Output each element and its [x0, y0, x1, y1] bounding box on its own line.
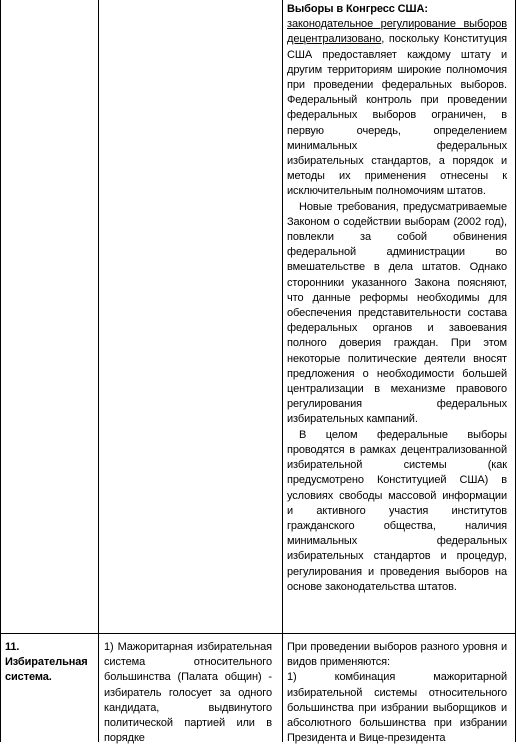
cell-top-col3: [287, 2, 507, 595]
cell-top-paragraph-1: [287, 17, 507, 199]
column-divider-1: [98, 0, 99, 742]
cell-11-col3-intro: При проведении выборов разного уровня и видов применяются:: [287, 641, 507, 669]
cell-11-col3: [287, 640, 507, 746]
cell-top-paragraph-2: Новые требования, предусматриваемые Законом о содействии выборам (2002 год), повлекли за собой обвинения федеральной администрации во вмешательстве в дела штатов. Однако сторонники указанного Закона поясняют, что данные реформы необходимы для обеспечения представительности состава федеральных органов и завоевания полного доверия граждан. При этом некоторые политические деятели вносят предложения о необходимости большей централизации в механизме правового регулирования федеральных избирательных кампаний.: [287, 200, 507, 426]
column-divider-2: [282, 0, 283, 742]
table-border-left: [0, 0, 1, 742]
cell-11-label: 11. Избирательная система.: [5, 641, 88, 684]
cell-11-col3-item-1: 1) комбинация мажоритарной избирательной системы относительного большинства при избрании выборщиков и абсолютного большинства при избрании Президента и Вице-президента: [287, 671, 507, 745]
row-divider: [0, 633, 516, 634]
cell-top-title: Выборы в Конгресс США:: [287, 3, 428, 15]
cell-top-paragraph-3: В целом федеральные выборы проводятся в рамках децентрализованной избирательной системы (как предусмотрено Конституцией США) в условиях свободы массовой информации и активного участия институтов гражданского общества, наличия минимальных федеральных избирательных стандартов и процедур, регулирования и проведения выборов на основе законодательства штатов.: [287, 428, 507, 593]
underlined-phrase: законодательное регулирование выборов децентрализовано: [287, 18, 507, 46]
cell-11-col2: 1) Мажоритарная избирательная система относительного большинства (Палата общин) - избиратель голосует за одного кандидата, выдвинутого политической партией или в порядке: [104, 641, 272, 745]
paragraph-1-rest: , поскольку Конституция США предоставляет каждому штату и другим территориям широкие полномочия при проведении федеральных выборов. Федеральный контроль при проведении федеральных выборов ограничен, в первую очередь, определением минимальных федеральных избирательных стандартов, а порядок и методы их применения отнесены к исключительным полномочиям штатов.: [287, 33, 507, 198]
